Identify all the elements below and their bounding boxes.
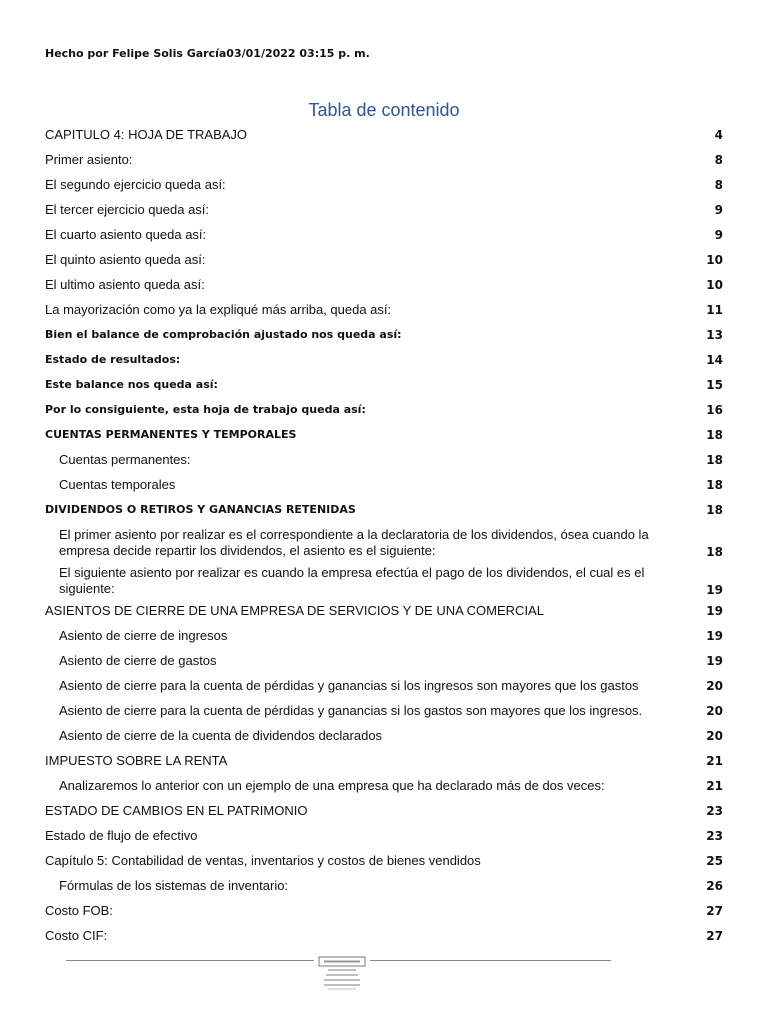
toc-entry-text: Primer asiento: xyxy=(45,152,133,167)
toc-entry-text: El segundo ejercicio queda así: xyxy=(45,177,226,192)
toc-entry-page: 18 xyxy=(706,478,723,492)
toc-entry-text: Bien el balance de comprobación ajustado nos queda así: xyxy=(45,328,402,341)
toc-entry-page: 15 xyxy=(706,378,723,392)
document-header: Hecho por Felipe Solis García03/01/2022 03:15 p. m. xyxy=(45,47,370,60)
toc-entry[interactable] xyxy=(45,251,723,276)
toc-entry-text: Fórmulas de los sistemas de inventario: xyxy=(59,878,289,893)
toc-entry-text: Estado de resultados: xyxy=(45,353,181,366)
toc-entry-page: 20 xyxy=(706,729,723,743)
toc-entry-text: Capítulo 5: Contabilidad de ventas, inventarios y costos de bienes vendidos xyxy=(45,853,481,868)
toc-entry-text: Este balance nos queda así: xyxy=(45,378,218,391)
toc-entry-page: 10 xyxy=(706,278,723,292)
toc-entry-page: 21 xyxy=(706,779,723,793)
toc-entry-page: 10 xyxy=(706,253,723,267)
toc-entry[interactable] xyxy=(45,927,723,952)
toc-entry-text: El ultimo asiento queda así: xyxy=(45,277,205,292)
toc-entry-text: Analizaremos lo anterior con un ejemplo de una empresa que ha declarado más de dos veces: xyxy=(59,778,605,793)
toc-entry-text: Asiento de cierre de ingresos xyxy=(59,628,228,643)
toc-entry-page: 9 xyxy=(714,228,723,242)
toc-entry-text: Estado de flujo de efectivo xyxy=(45,828,198,843)
toc-entry-text: IMPUESTO SOBRE LA RENTA xyxy=(45,753,228,768)
toc-entry[interactable] xyxy=(45,376,723,401)
toc-entry[interactable] xyxy=(45,677,723,702)
toc-entry[interactable] xyxy=(45,151,723,176)
toc-entry[interactable] xyxy=(45,852,723,877)
footer-rule-right xyxy=(370,960,611,961)
toc-entry-page: 18 xyxy=(706,503,723,517)
toc-entry-text: Cuentas temporales xyxy=(59,477,176,492)
toc-entry-text: ESTADO DE CAMBIOS EN EL PATRIMONIO xyxy=(45,803,308,818)
toc-entry-page: 19 xyxy=(706,654,723,668)
toc-entry-text: La mayorización como ya la expliqué más arriba, queda así: xyxy=(45,302,392,317)
toc-entry-page: 27 xyxy=(706,904,723,918)
toc-entry-text: Asiento de cierre para la cuenta de pérdidas y ganancias si los ingresos son mayores que los gastos xyxy=(59,678,639,693)
toc-entry[interactable] xyxy=(45,276,723,301)
toc-entry-text: ASIENTOS DE CIERRE DE UNA EMPRESA DE SERVICIOS Y DE UNA COMERCIAL xyxy=(45,603,544,618)
toc-entry-text: El tercer ejercicio queda así: xyxy=(45,202,210,217)
toc-entry[interactable] xyxy=(45,702,723,727)
toc-entry[interactable] xyxy=(45,426,723,451)
toc-entry-page: 16 xyxy=(706,403,723,417)
toc-entry-page: 18 xyxy=(706,428,723,442)
document-seal-icon xyxy=(318,956,366,992)
toc-entry-page: 13 xyxy=(706,328,723,342)
toc-entry-page: 23 xyxy=(706,829,723,843)
toc-entry-page: 23 xyxy=(706,804,723,818)
toc-entry-page: 27 xyxy=(706,929,723,943)
toc-entry[interactable] xyxy=(45,752,723,777)
toc-entry[interactable] xyxy=(45,476,723,501)
toc-entry[interactable] xyxy=(45,627,723,652)
toc-entry[interactable] xyxy=(45,201,723,226)
toc-entry-page: 25 xyxy=(706,854,723,868)
toc-entry-text: El cuarto asiento queda así: xyxy=(45,227,207,242)
toc-entry-text: Asiento de cierre de gastos xyxy=(59,653,217,668)
toc-entry-page: 20 xyxy=(706,704,723,718)
toc-entry-text: Asiento de cierre de la cuenta de dividendos declarados xyxy=(59,728,383,743)
toc-entry[interactable] xyxy=(45,526,723,564)
toc-entry-page: 20 xyxy=(706,679,723,693)
toc-entry-text: El siguiente asiento por realizar es cuando la empresa efectúa el pago de los dividendos, el cual es el siguiente: xyxy=(59,565,645,596)
toc-entry-page: 14 xyxy=(706,353,723,367)
toc-entry[interactable] xyxy=(45,351,723,376)
toc-entry[interactable] xyxy=(45,326,723,351)
toc-entry-text: CAPITULO 4: HOJA DE TRABAJO xyxy=(45,127,248,142)
toc-entry[interactable] xyxy=(45,176,723,201)
toc-entry[interactable] xyxy=(45,564,723,602)
toc-entry-page: 8 xyxy=(714,153,723,167)
toc-entry-text: Costo CIF: xyxy=(45,928,108,943)
toc-entry-page: 9 xyxy=(714,203,723,217)
toc-entry[interactable] xyxy=(45,226,723,251)
toc-entry-text: El primer asiento por realizar es el correspondiente a la declaratoria de los dividendos, ósea cuando la empresa decide repartir los dividendos, el asiento es el siguiente: xyxy=(59,527,649,558)
toc-entry-page: 26 xyxy=(706,879,723,893)
toc-entry[interactable] xyxy=(45,451,723,476)
toc-entry-text: Asiento de cierre para la cuenta de pérdidas y ganancias si los gastos son mayores que los ingresos. xyxy=(59,703,643,718)
toc-entry[interactable] xyxy=(45,902,723,927)
toc-entry-page: 21 xyxy=(706,754,723,768)
toc-entry-text: El quinto asiento queda así: xyxy=(45,252,206,267)
toc-entry-page: 8 xyxy=(714,178,723,192)
toc-entry-page: 18 xyxy=(706,545,723,559)
toc-entry[interactable] xyxy=(45,652,723,677)
toc-entry[interactable] xyxy=(45,501,723,526)
toc-entry-text: CUENTAS PERMANENTES Y TEMPORALES xyxy=(45,428,297,441)
toc-entry[interactable] xyxy=(45,877,723,902)
footer-rule-left xyxy=(66,960,314,961)
toc-entry-text: Cuentas permanentes: xyxy=(59,452,191,467)
toc-entry-page: 19 xyxy=(706,629,723,643)
toc-entry-page: 11 xyxy=(706,303,723,317)
toc-entry[interactable] xyxy=(45,727,723,752)
toc-entry[interactable] xyxy=(45,827,723,852)
toc-entry[interactable] xyxy=(45,802,723,827)
toc-entry-page: 19 xyxy=(706,604,723,618)
toc-entry[interactable] xyxy=(45,301,723,326)
toc-title: Tabla de contenido xyxy=(308,100,460,120)
toc-entry[interactable] xyxy=(45,602,723,627)
table-of-contents xyxy=(45,126,723,952)
toc-entry-page: 18 xyxy=(706,453,723,467)
toc-entry-text: Por lo consiguiente, esta hoja de trabajo queda así: xyxy=(45,403,366,416)
toc-entry-text: Costo FOB: xyxy=(45,903,113,918)
toc-entry-page: 4 xyxy=(714,128,723,142)
toc-entry-text: DIVIDENDOS O RETIROS Y GANANCIAS RETENIDAS xyxy=(45,503,356,516)
toc-entry-page: 19 xyxy=(706,583,723,597)
toc-entry[interactable] xyxy=(45,126,723,151)
toc-entry[interactable] xyxy=(45,401,723,426)
toc-entry[interactable] xyxy=(45,777,723,802)
